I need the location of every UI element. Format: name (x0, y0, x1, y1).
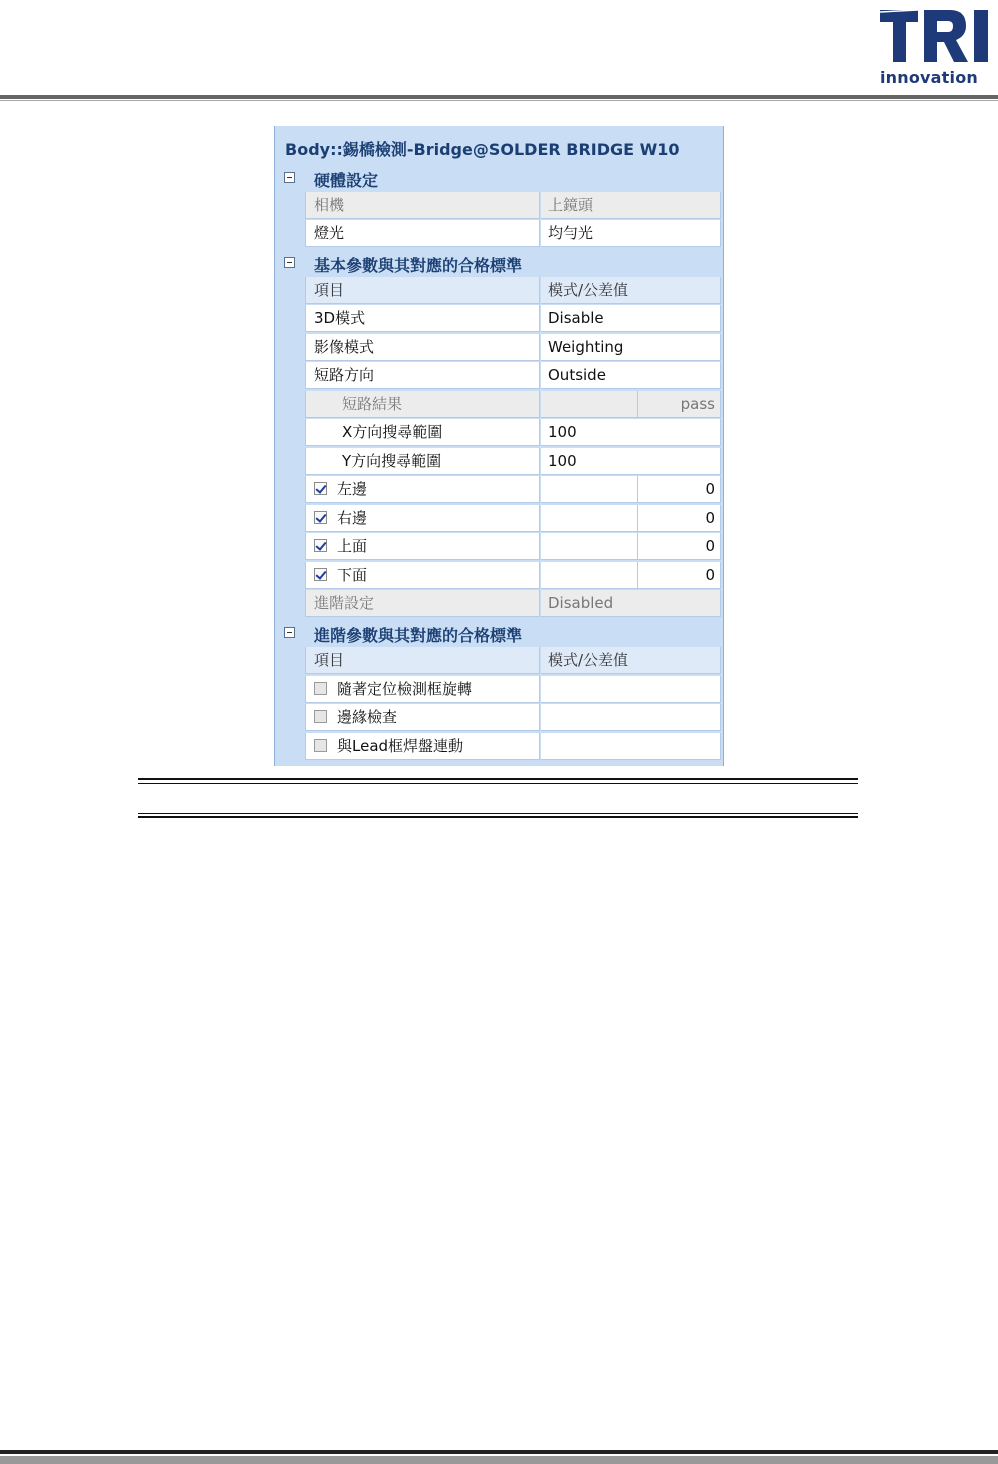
column-header-value: 模式/公差值 (541, 647, 721, 674)
grid-row-side-top[interactable] (305, 533, 721, 561)
checkbox-checked-icon[interactable] (314, 539, 327, 552)
grid-row-edge-check[interactable] (305, 704, 721, 732)
row-value-empty[interactable] (541, 704, 721, 731)
section-label: 基本參數與其對應的合格標準 (314, 256, 523, 275)
footer-rule (0, 1450, 998, 1454)
section-hardware[interactable] (275, 164, 723, 192)
grid-row-side-bottom[interactable] (305, 562, 721, 590)
checkbox-unchecked-icon[interactable] (314, 739, 327, 752)
grid-row-camera (305, 192, 721, 220)
row-value-empty[interactable] (541, 533, 638, 560)
caption-table-top-rule-thin (138, 783, 858, 784)
section-label: 進階參數與其對應的合格標準 (314, 626, 523, 645)
grid-row-y-search[interactable] (305, 448, 721, 476)
row-name: 短路方向 (305, 362, 540, 389)
option-label: 邊緣檢查 (337, 708, 398, 726)
row-value[interactable]: 均勻光 (541, 220, 721, 247)
row-value[interactable]: Weighting (541, 334, 721, 361)
company-logo (876, 4, 994, 86)
row-name: 短路結果 (305, 391, 540, 418)
grid-row-advanced-setting (305, 590, 721, 618)
row-tolerance[interactable]: 0 (638, 533, 721, 560)
collapse-icon[interactable] (284, 257, 295, 268)
row-value[interactable]: 100 (541, 419, 721, 446)
checkbox-checked-icon[interactable] (314, 482, 327, 495)
row-name: 相機 (305, 192, 540, 219)
row-name: X方向搜尋範圍 (305, 419, 540, 446)
checkbox-unchecked-icon[interactable] (314, 682, 327, 695)
checkbox-unchecked-icon[interactable] (314, 710, 327, 723)
caption-table-top-rule (138, 778, 858, 780)
column-header-item: 項目 (305, 647, 540, 674)
row-tolerance[interactable]: 0 (638, 505, 721, 532)
row-value-empty[interactable] (541, 733, 721, 760)
tri-logo-mark (876, 4, 994, 66)
row-value[interactable]: Outside (541, 362, 721, 389)
collapse-icon[interactable] (284, 627, 295, 638)
option-label: 隨著定位檢測框旋轉 (337, 680, 473, 698)
grid-row-lead-pad-link[interactable] (305, 733, 721, 761)
grid-row-x-search[interactable] (305, 419, 721, 447)
section-label: 硬體設定 (314, 171, 379, 190)
side-label: 上面 (337, 537, 368, 555)
row-value[interactable]: 100 (541, 448, 721, 475)
row-name (305, 476, 540, 503)
side-label: 下面 (337, 566, 368, 584)
section-basic[interactable] (275, 249, 723, 277)
row-name: 進階設定 (305, 590, 540, 617)
row-name: 燈光 (305, 220, 540, 247)
header-rule (0, 95, 998, 99)
logo-wordmark: innovation (880, 68, 978, 87)
column-header-item: 項目 (305, 277, 540, 304)
side-label: 左邊 (337, 480, 368, 498)
row-value-empty[interactable] (541, 476, 638, 503)
column-header-value: 模式/公差值 (541, 277, 721, 304)
row-value: 上鏡頭 (541, 192, 721, 219)
row-name (305, 533, 540, 560)
section-advanced[interactable] (275, 619, 723, 647)
grid-row-rotate-with-locator[interactable] (305, 676, 721, 704)
row-name: 影像模式 (305, 334, 540, 361)
option-label: 與Lead框焊盤連動 (337, 737, 464, 755)
row-tolerance[interactable]: 0 (638, 476, 721, 503)
property-grid-panel (274, 126, 724, 766)
row-value (541, 391, 638, 418)
row-name: 3D模式 (305, 305, 540, 332)
grid-header-row (305, 647, 721, 675)
row-name (305, 562, 540, 589)
header-rule-thin (0, 100, 998, 101)
grid-row-3d-mode[interactable] (305, 305, 721, 333)
panel-title: Body::錫橋檢測-Bridge@SOLDER BRIDGE W10 (285, 140, 680, 159)
footer-band (0, 1456, 998, 1464)
row-name (305, 733, 540, 760)
row-name (305, 704, 540, 731)
grid-row-image-mode[interactable] (305, 334, 721, 362)
row-name (305, 505, 540, 532)
row-value-empty[interactable] (541, 562, 638, 589)
caption-table-bottom-rule (138, 816, 858, 818)
side-label: 右邊 (337, 509, 368, 527)
row-status: pass (638, 391, 721, 418)
row-value-empty[interactable] (541, 676, 721, 703)
row-tolerance[interactable]: 0 (638, 562, 721, 589)
row-name (305, 676, 540, 703)
row-value-empty[interactable] (541, 505, 638, 532)
grid-row-light[interactable] (305, 220, 721, 248)
grid-row-short-direction[interactable] (305, 362, 721, 390)
row-value: Disabled (541, 590, 721, 617)
row-name: Y方向搜尋範圍 (305, 448, 540, 475)
row-value[interactable]: Disable (541, 305, 721, 332)
checkbox-checked-icon[interactable] (314, 511, 327, 524)
grid-row-short-result (305, 391, 721, 419)
collapse-icon[interactable] (284, 172, 295, 183)
grid-row-side-left[interactable] (305, 476, 721, 504)
grid-header-row (305, 277, 721, 305)
caption-table-bottom-rule-thin (138, 813, 858, 814)
grid-row-side-right[interactable] (305, 505, 721, 533)
checkbox-checked-icon[interactable] (314, 568, 327, 581)
